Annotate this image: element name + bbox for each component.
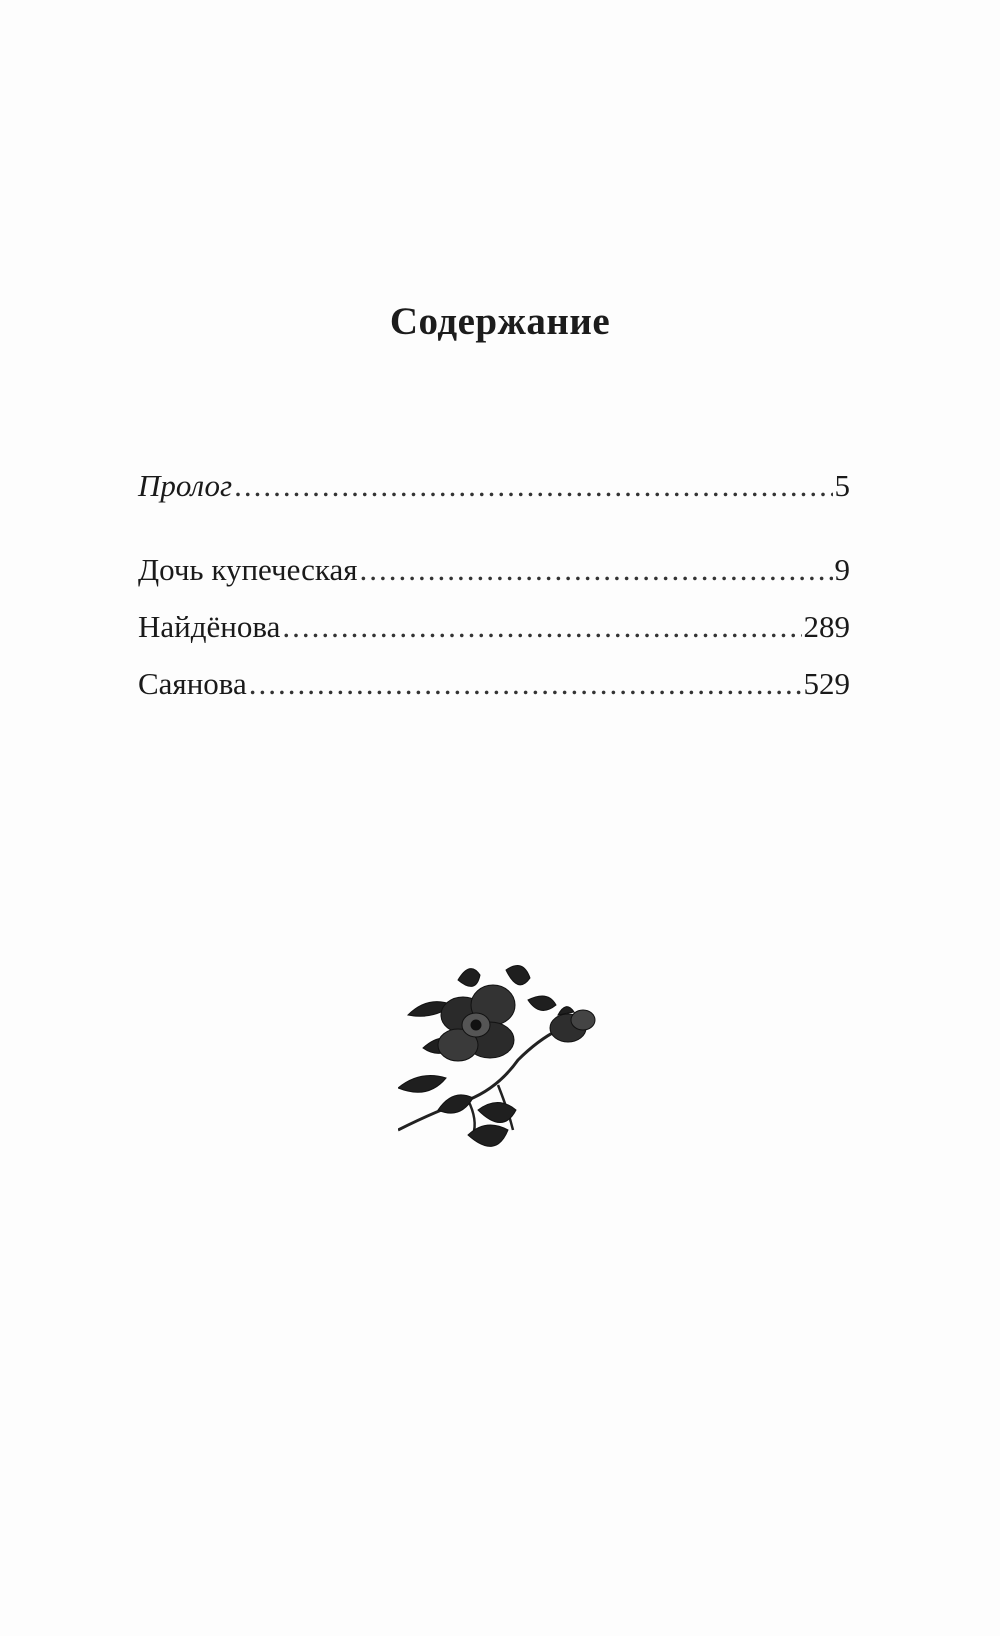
toc-entry-doch-kupecheskaya[interactable]	[138, 554, 850, 585]
toc-entry-prologue[interactable]	[138, 470, 850, 501]
table-of-contents	[138, 470, 850, 725]
dot-leader	[249, 668, 802, 699]
toc-entry-page: 289	[803, 609, 850, 644]
dot-leader	[282, 611, 801, 642]
toc-entry-title: Пролог	[138, 468, 233, 503]
toc-title: Содержание	[389, 300, 611, 343]
flower-ornament-icon	[398, 960, 608, 1160]
toc-entry-title: Найдёнова	[138, 609, 281, 644]
dot-leader	[360, 554, 833, 585]
toc-entry-title: Дочь купеческая	[138, 552, 358, 587]
toc-entry-naydenova[interactable]	[138, 611, 850, 642]
toc-entry-page: 529	[803, 666, 850, 701]
toc-entry-sayanova[interactable]	[138, 668, 850, 699]
toc-entry-title: Саянова	[138, 666, 247, 701]
dot-leader	[234, 470, 832, 501]
toc-entry-page: 9	[834, 552, 850, 587]
toc-entry-page: 5	[834, 468, 850, 503]
